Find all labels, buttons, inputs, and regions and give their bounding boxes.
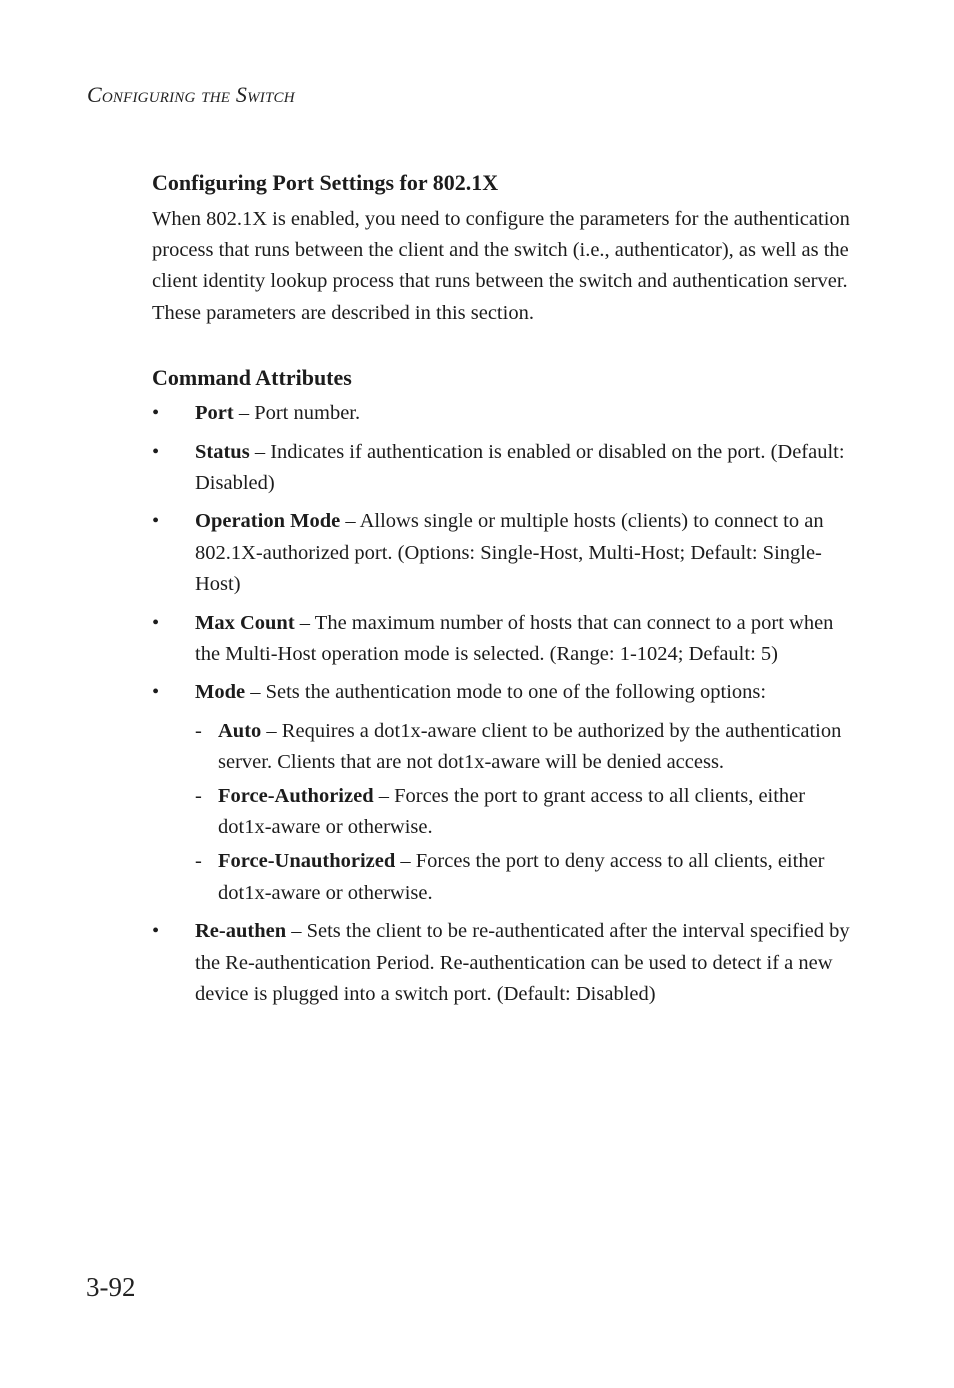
- option-term: Force-Authorized: [218, 785, 374, 808]
- dash-icon: -: [195, 719, 202, 742]
- attribute-term: Operation Mode: [195, 510, 341, 533]
- option-description: – Requires a dot1x-aware client to be authorized by the authentication server. Clients that are not dot1x-aware will be denied access.: [218, 719, 842, 773]
- list-item-port: [152, 398, 852, 429]
- intro-paragraph: When 802.1X is enabled, you need to configure the parameters for the authentication process that runs between the client and the switch (i.e., authenticator), as well as the client identity lookup process that runs between the switch and authentication server. These parameters are described in this section.: [152, 208, 850, 324]
- list-item-operation-mode: [152, 506, 852, 600]
- main-content: [152, 167, 852, 1017]
- attribute-term: Mode: [195, 681, 246, 704]
- attribute-description: – Port number.: [233, 401, 361, 424]
- mode-option-list: [195, 716, 852, 909]
- dash-icon: -: [195, 785, 202, 808]
- attribute-description: – Allows single or multiple hosts (clients) to connect to an 802.1X-authorized port. (Options: Single-Host, Multi-Host; Default: Single-Host): [195, 510, 824, 595]
- mode-option-force-authorized: [195, 781, 852, 843]
- running-header: Configuring the Switch: [87, 82, 295, 107]
- attribute-term: Port: [195, 401, 234, 424]
- attribute-term: Max Count: [195, 611, 295, 634]
- list-item-mode: [152, 677, 852, 908]
- command-attributes-heading: Command Attributes: [152, 364, 352, 390]
- page-number: 3-92: [86, 1272, 136, 1302]
- bullet-icon: •: [152, 611, 160, 634]
- mode-option-force-unauthorized: [195, 846, 852, 908]
- list-item-max-count: [152, 608, 852, 670]
- attribute-term: Status: [195, 440, 250, 463]
- bullet-icon: •: [152, 920, 160, 943]
- attribute-description: – Sets the authentication mode to one of the following options:: [245, 681, 767, 704]
- mode-option-auto: [195, 716, 852, 778]
- attribute-description: – Sets the client to be re-authenticated after the interval specified by the Re-authentication Period. Re-authentication can be used to detect if a new device is plugged into a switch port. (Default: Disabled): [195, 920, 850, 1005]
- attribute-description: – The maximum number of hosts that can connect to a port when the Multi-Host operation mode is selected. (Range: 1-1024; Default: 5): [195, 611, 834, 665]
- option-term: Force-Unauthorized: [218, 850, 396, 873]
- section-title: Configuring Port Settings for 802.1X: [152, 170, 499, 195]
- option-term: Auto: [218, 719, 262, 742]
- list-item-re-authen: [152, 916, 852, 1010]
- attribute-description: – Indicates if authentication is enabled or disabled on the port. (Default: Disabled): [195, 440, 845, 494]
- attribute-term: Re-authen: [195, 920, 287, 943]
- option-description: – Forces the port to grant access to all clients, either dot1x-aware or otherwise.: [218, 785, 806, 839]
- option-description: – Forces the port to deny access to all clients, either dot1x-aware or otherwise.: [218, 850, 825, 904]
- bullet-icon: •: [152, 440, 160, 463]
- bullet-icon: •: [152, 401, 160, 424]
- dash-icon: -: [195, 850, 202, 873]
- attribute-list: [152, 398, 852, 1010]
- list-item-status: [152, 437, 852, 499]
- bullet-icon: •: [152, 681, 160, 704]
- bullet-icon: •: [152, 510, 160, 533]
